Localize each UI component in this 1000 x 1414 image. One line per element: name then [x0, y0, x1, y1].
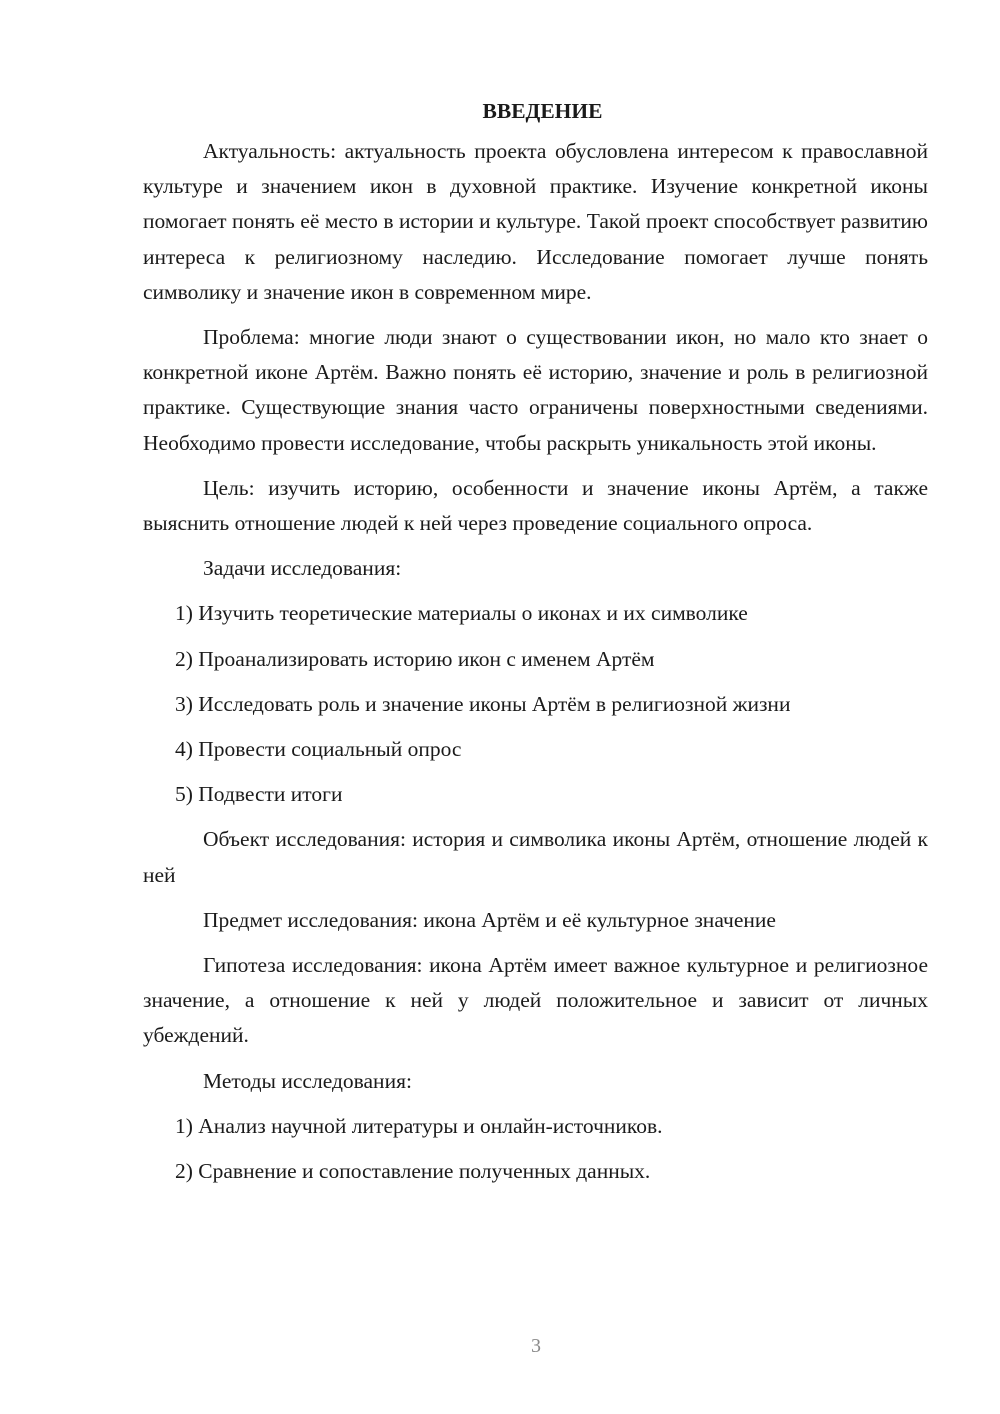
page-number: 3: [531, 1335, 541, 1357]
task-item: 5) Подвести итоги: [175, 782, 343, 807]
task-item: 1) Изучить теоретические материалы о иконах и их символике: [175, 601, 748, 626]
object-paragraph: Объект исследования: история и символика иконы Артём, отношение людей к ней: [143, 827, 928, 887]
hypothesis-paragraph: Гипотеза исследования: икона Артём имеет важное культурное и религиозное значение, а отношение к ней у людей положительное и зависит от личных убеждений.: [143, 953, 928, 1048]
section-title: ВВЕДЕНИЕ: [482, 99, 603, 123]
page-content: [143, 94, 928, 1199]
task-item: 2) Проанализировать историю икон с именем Артём: [175, 646, 655, 671]
tasks-heading: Задачи исследования:: [203, 556, 402, 581]
problem-paragraph: Проблема: многие люди знают о существовании икон, но мало кто знает о конкретной иконе Артём. Важно понять её историю, значение и роль в религиозной практике. Существующие знания часто ограничены поверхностными сведениями. Необходимо провести исследование, чтобы раскрыть уникальность этой иконы.: [143, 325, 928, 455]
task-item: 4) Провести социальный опрос: [175, 737, 462, 762]
method-item: 2) Сравнение и сопоставление полученных данных.: [175, 1159, 651, 1184]
subject-paragraph: Предмет исследования: икона Артём и её культурное значение: [203, 907, 776, 932]
methods-heading: Методы исследования:: [203, 1068, 412, 1093]
relevance-paragraph: Актуальность: актуальность проекта обусловлена интересом к православной культуре и значением икон в духовной практике. Изучение конкретной иконы помогает понять её место в истории и культуре. Такой проект способствует развитию интереса к религиозному наследию. Исследование помогает лучше понять символику и значение икон в современном мире.: [143, 139, 928, 304]
goal-paragraph: Цель: изучить историю, особенности и значение иконы Артём, а также выяснить отношение людей к ней через проведение социального опроса.: [143, 475, 928, 536]
task-item: 3) Исследовать роль и значение иконы Артём в религиозной жизни: [175, 691, 791, 716]
method-item: 1) Анализ научной литературы и онлайн-источников.: [175, 1113, 663, 1138]
